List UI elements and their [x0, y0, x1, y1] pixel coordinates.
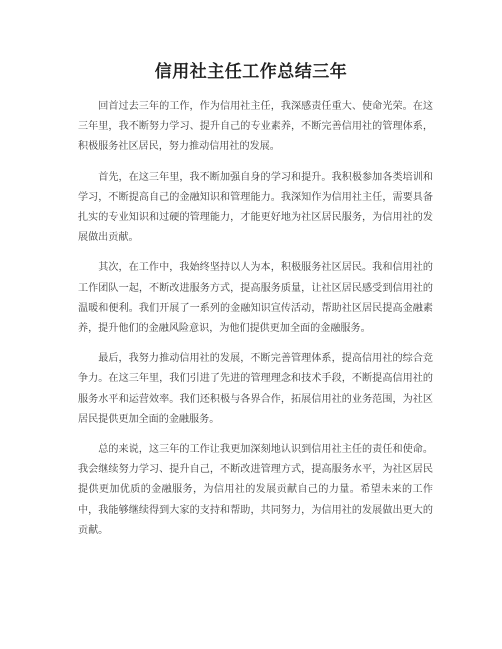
document-body	[78, 97, 433, 551]
paragraph-first: 首先，在这三年里，我不断加强自身的学习和提升。我积极参加各类培训和学习，不断提高自己的金融知识和管理能力。我深知作为信用社主任，需要具备扎实的专业知识和过硬的管理能力，才能更好地为社区居民服务，为信用社的发展做出贡献。	[78, 171, 433, 244]
document-title: 信用社主任工作总结三年	[154, 62, 348, 82]
paragraph-second: 其次，在工作中，我始终坚持以人为本，积极服务社区居民。我和信用社的工作团队一起，不断改进服务方式，提高服务质量，让社区居民感受到信用社的温暖和便利。我们开展了一系列的金融知识宣传活动，帮助社区居民提高金融素养，提升他们的金融风险意识，为他们提供更加全面的金融服务。	[78, 262, 433, 335]
paragraph-intro: 回首过去三年的工作，作为信用社主任，我深感责任重大、使命光荣。在这三年里，我不断努力学习、提升自己的专业素养，不断完善信用社的管理体系，积极服务社区居民，努力推动信用社的发展。	[78, 101, 433, 153]
paragraph-last: 最后，我努力推动信用社的发展，不断完善管理体系，提高信用社的综合竞争力。在这三年里，我们引进了先进的管理理念和技术手段，不断提高信用社的服务水平和运营效率。我们还积极与各界合作，拓展信用社的业务范围，为社区居民提供更加全面的金融服务。	[78, 353, 433, 425]
paragraph-summary: 总的来说，这三年的工作让我更加深刻地认识到信用社主任的责任和使命。我会继续努力学习、提升自己，不断改进管理方式，提高服务水平，为社区居民提供更加优质的金融服务，为信用社的发展贡献自己的力量。希望未来的工作中，我能够继续得到大家的支持和帮助，共同努力，为信用社的发展做出更大的贡献。	[78, 444, 433, 536]
